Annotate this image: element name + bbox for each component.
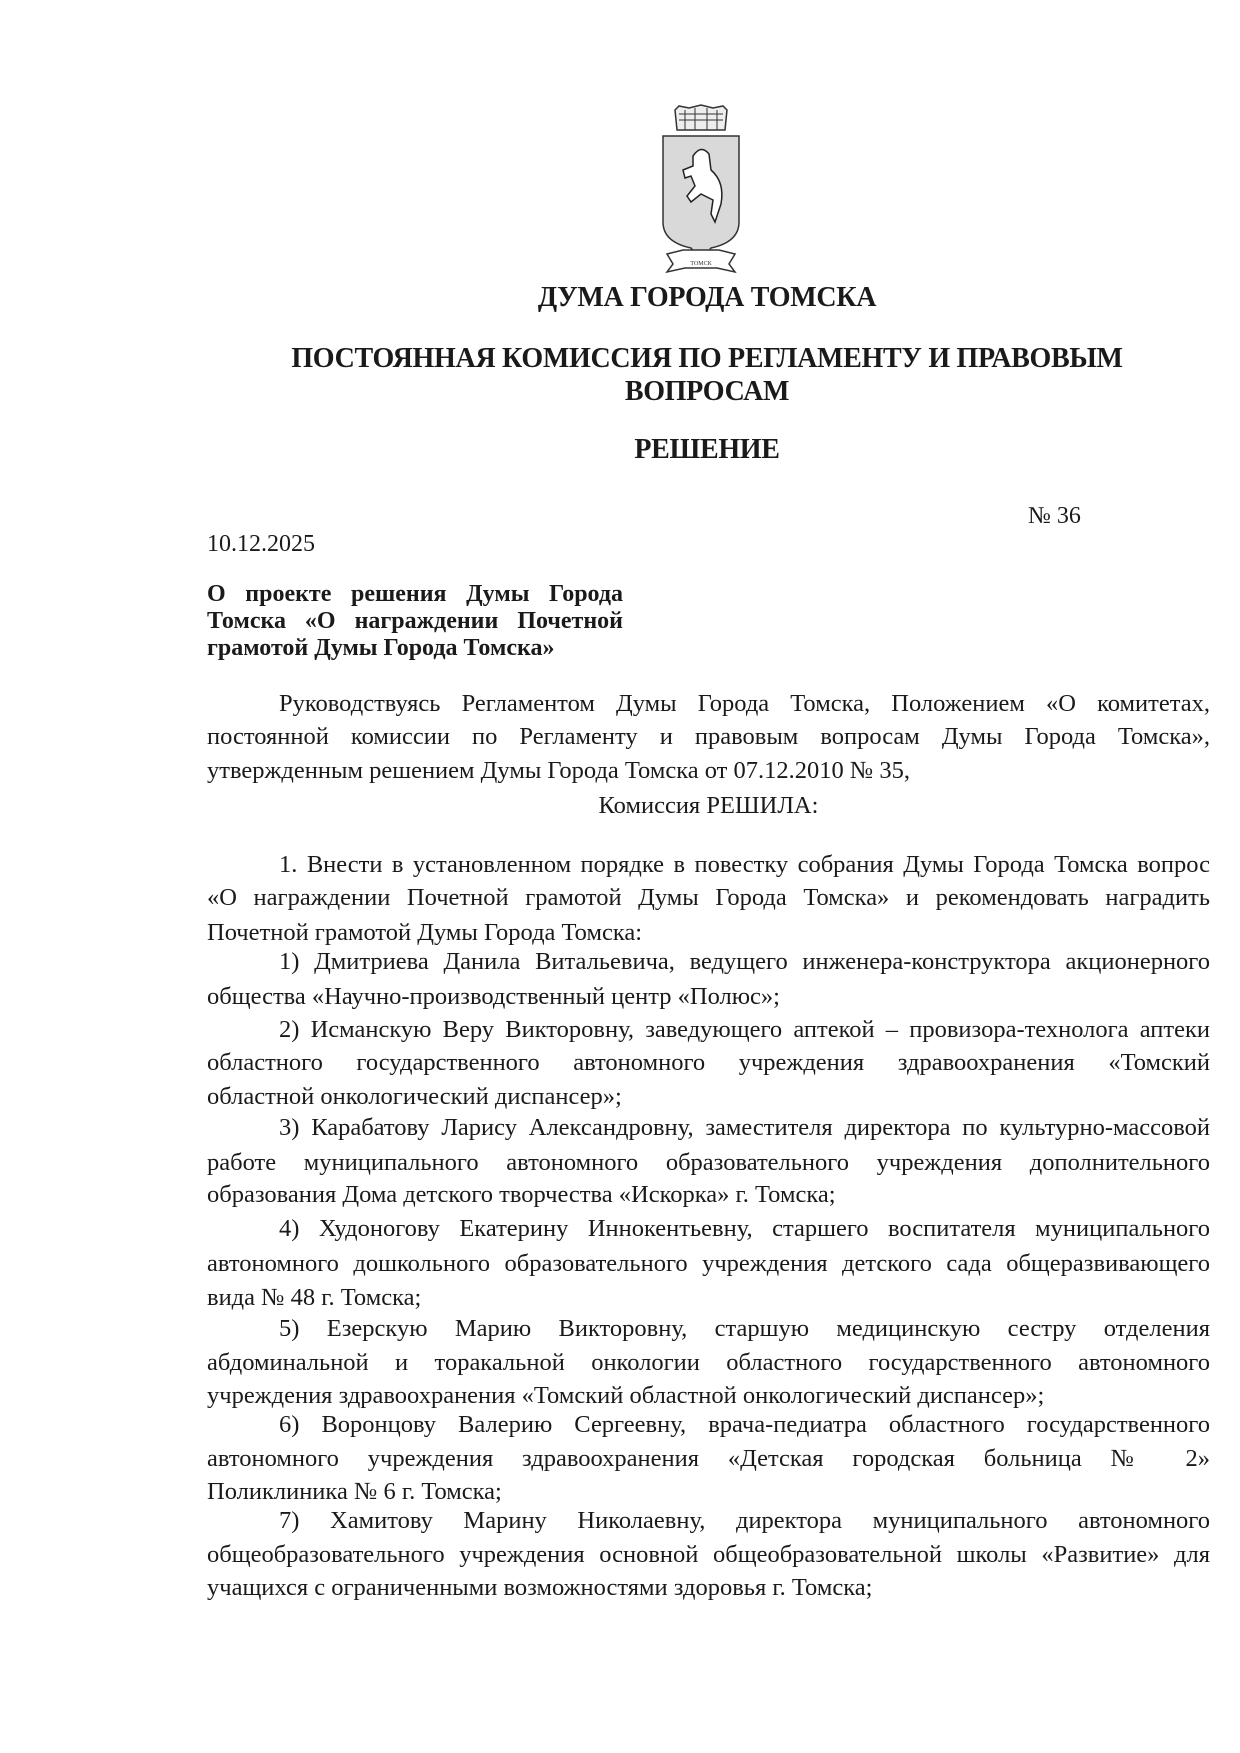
document-type: РЕШЕНИЕ: [634, 434, 780, 465]
paragraph-line: учреждения здравоохранения «Томский областной онкологический диспансер»;: [207, 1382, 1045, 1409]
document-date: 10.12.2025: [207, 531, 315, 557]
paragraph-line: «О награждении Почетной грамотой Думы Города Томска» и рекомендовать наградить: [207, 884, 1210, 911]
paragraph-line: областной онкологический диспансер»;: [207, 1083, 622, 1110]
subject-line: грамотой Думы Города Томска»: [207, 635, 555, 661]
paragraph-line: работе муниципального автономного образовательного учреждения дополнительного: [207, 1149, 1210, 1176]
paragraph-line: 4) Худоногову Екатерину Иннокентьевну, старшего воспитателя муниципального: [279, 1215, 1210, 1242]
commission-title-line2: ВОПРОСАМ: [624, 376, 790, 407]
commission-title-line1: ПОСТОЯННАЯ КОМИССИЯ ПО РЕГЛАМЕНТУ И ПРАВОВЫМ: [291, 343, 1123, 374]
paragraph-line: общеобразовательного учреждения основной общеобразовательной школы «Развитие» для: [207, 1541, 1210, 1568]
subject-line: Томска «О награждении Почетной: [207, 608, 623, 634]
horse-emblem-icon: [655, 104, 747, 276]
subject-line: О проекте решения Думы Города: [207, 581, 623, 607]
paragraph-line: 6) Воронцову Валерию Сергеевну, врача-педиатра областного государственного: [279, 1411, 1210, 1438]
paragraph-line: автономного дошкольного образовательного учреждения детского сада общеразвивающего: [207, 1250, 1210, 1277]
paragraph-line: общества «Научно-производственный центр «Полюс»;: [207, 983, 780, 1010]
paragraph-line: автономного учреждения здравоохранения «Детская городская больница № 2»: [207, 1445, 1210, 1472]
paragraph-line: 1. Внести в установленном порядке в повестку собрания Думы Города Томска вопрос: [279, 851, 1210, 878]
organization-title: ДУМА ГОРОДА ТОМСКА: [537, 282, 877, 313]
paragraph-line: утвержденным решением Думы Города Томска от 07.12.2010 № 35,: [207, 757, 910, 784]
paragraph-line: абдоминальной и торакальной онкологии областного государственного автономного: [207, 1349, 1210, 1376]
paragraph-line: Поликлиника № 6 г. Томска;: [207, 1478, 502, 1505]
paragraph-line: вида № 48 г. Томска;: [207, 1284, 422, 1311]
paragraph-line: Руководствуясь Регламентом Думы Города Томска, Положением «О комитетах,: [279, 690, 1210, 717]
document-number: № 36: [1028, 503, 1081, 529]
paragraph-line: Почетной грамотой Думы Города Томска:: [207, 919, 643, 946]
paragraph-line: областного государственного автономного учреждения здравоохранения «Томский: [207, 1049, 1210, 1076]
paragraph-line: 7) Хамитову Марину Николаевну, директора муниципального автономного: [279, 1507, 1210, 1534]
paragraph-line: 3) Карабатову Ларису Александровну, заместителя директора по культурно-массовой: [279, 1114, 1210, 1141]
paragraph-line: 5) Езерскую Марию Викторовну, старшую медицинскую сестру отделения: [279, 1315, 1210, 1342]
paragraph-line: учащихся с ограниченными возможностями здоровья г. Томска;: [207, 1574, 873, 1601]
resolution-heading: Комиссия РЕШИЛА:: [598, 792, 819, 819]
paragraph-line: постоянной комиссии по Регламенту и правовым вопросам Думы Города Томска»,: [207, 723, 1210, 750]
paragraph-line: 1) Дмитриева Данила Витальевича, ведущего инженера-конструктора акционерного: [279, 948, 1210, 975]
paragraph-line: 2) Исманскую Веру Викторовну, заведующего аптекой – провизора-технолога аптеки: [279, 1016, 1210, 1043]
emblem-ribbon-text: ТОМСК: [690, 261, 712, 267]
paragraph-line: образования Дома детского творчества «Искорка» г. Томска;: [207, 1181, 836, 1208]
coat-of-arms-emblem: [655, 104, 747, 276]
